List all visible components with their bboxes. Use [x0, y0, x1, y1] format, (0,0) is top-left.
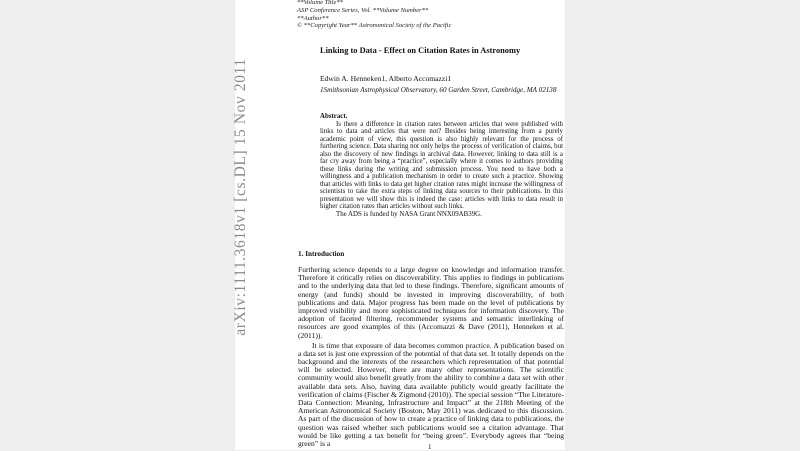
series-line: ASP Conference Series, Vol. **Volume Number** [297, 6, 429, 14]
paper-authors: Edwin A. Henneken1, Alberto Accomazzi1 [320, 74, 452, 83]
abstract-heading: Abstract. [320, 113, 348, 120]
body-paragraph: It is time that exposure of data becomes common practice. A publication based on a data set is just one expression of the potential of that data set. It totally depends on the background and the interests of the researchers which representation of that potential will be selected. However, there are many other representations. The scientific community would also benefit greatly from the ability to combine a data set with other available data sets. Also, having data available publicly would greatly facilitate the verification of claims (Fischer & Zigmond (2010)). The special session “The Literature-Data Connection: Meaning, Infrastructure and Impact” at the 218th Meeting of the American Astronomical Society (Boston, May 2011) was dedicated to this discussion. As part of the discussion of how to create a practice of linking data to publications, the question was raised whether such publications would see a citation advantage. That would be like getting a tax benefit for “being green”. Everybody agrees that “being green” is a [298, 340, 565, 448]
section-heading: 1. Introduction [298, 250, 345, 258]
arxiv-identifier: arXiv:1111.3618v1 [cs.DL] 15 Nov 2011 [232, 58, 249, 336]
paper-affiliation: 1Smithsonian Astrophysical Observatory, 60 Garden Street, Cambridge, MA 02138 [320, 86, 557, 94]
copyright-line: © **Copyright Year** Astronomical Society of the Pacific [297, 22, 452, 30]
conference-header [297, 0, 451, 30]
section-body [298, 266, 564, 448]
body-paragraph: Furthering science depends to a large degree on knowledge and information transfer. Therefore it critically relies on discoverability. This applies to findings in publications and to the underlying data that led to these findings. Therefore, significant amounts of energy (and funds) should be invested in improving discoverability, of both publications and data. Major progress has been made on the level of publications by improved visibility and more sophisticated techniques for information discovery. The adoption of faceted filtering, recommender systems and semantic interlinking of resources are good examples of this (Accomazzi & Dave (2011), Henneken et al. (2011)). [298, 265, 564, 340]
funding-note: The ADS is funded by NASA Grant NNX09AB39G. [336, 210, 482, 218]
volume-title: **Volume Title** [297, 0, 343, 6]
author-line: **Author** [297, 14, 329, 22]
arxiv-sidebar [229, 58, 253, 336]
abstract-block [320, 113, 563, 218]
page-number: 1 [428, 443, 432, 451]
abstract-text: Is there a difference in citation rates between articles that were published with links to data and articles that were not? Besides being interesting from a purely academic point of view, this question is also highly relevant for the process of furthering science. Data sharing not only helps the process of verification of claims, but also the discovery of new findings in archival data. However, linking to data still is a far cry away from being a “practice”, especially where it comes to authors providing these links during the writing and submission process. You need to have both a willingness and a publication mechanism in order to create such a practice. Showing that articles with links to data get higher citation rates might increase the willingness of scientists to take the extra steps of linking data sources to their publications. In this presentation we will show this is indeed the case: articles with links to data result in higher citation rates than articles without such links. [320, 120, 563, 210]
paper-title: Linking to Data - Effect on Citation Rates in Astronomy [320, 46, 521, 55]
